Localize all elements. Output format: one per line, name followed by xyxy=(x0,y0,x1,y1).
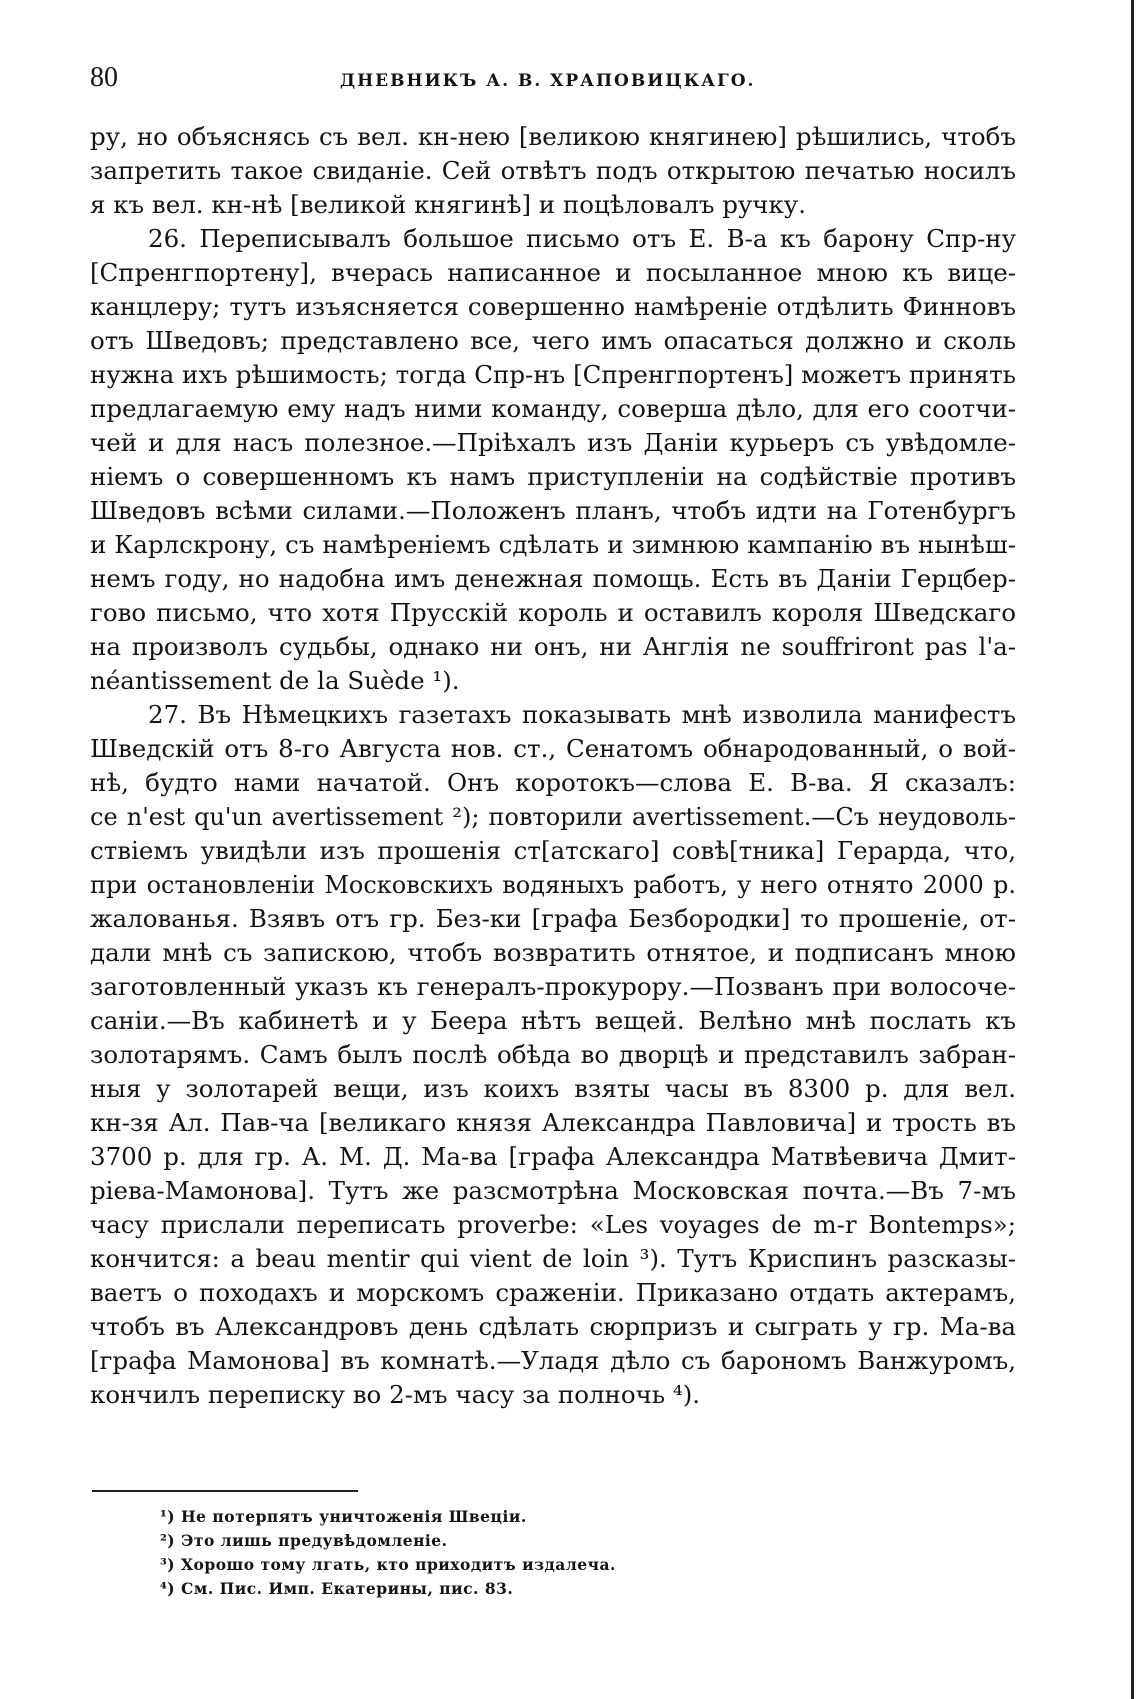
text-line: запретить такое свиданіе. Сей отвѣтъ подъ открытою печатью носилъ xyxy=(90,156,1016,185)
footnote-separator xyxy=(92,1490,358,1492)
text-line: Шведовъ всѣми силами.—Положенъ планъ, чтобъ идти на Готенбургъ xyxy=(90,496,1016,525)
footnote-2: ²) Это лишь предувѣдомленіе. xyxy=(160,1531,448,1550)
text-line: немъ году, но надобна имъ денежная помощь. Есть въ Даніи Герцбер- xyxy=(90,564,1016,593)
running-title: ДНЕВНИКЪ А. В. ХРАПОВИЦКАГО. xyxy=(340,71,756,91)
text-line: отъ Шведовъ; представлено все, чего имъ опасаться должно и сколь xyxy=(90,326,1016,355)
text-line: 3700 р. для гр. А. М. Д. Ма-ва [графа Александра Матвѣевича Дмит- xyxy=(90,1142,1016,1171)
text-line: дали мнѣ съ запискою, чтобъ возвратить отнятое, и подписанъ мною xyxy=(90,938,1016,967)
text-line: я къ вел. кн-нѣ [великой княгинѣ] и поцѣловалъ ручку. xyxy=(90,190,807,219)
text-line: саніи.—Въ кабинетѣ и у Беера нѣтъ вещей. Велѣно мнѣ послать къ xyxy=(90,1006,1016,1035)
text-line: ніемъ о совершенномъ къ намъ приступленіи на содѣйствіе противъ xyxy=(90,462,1016,491)
text-line: néantissement de la Suède ¹). xyxy=(90,666,460,695)
text-line: ваетъ о походахъ и морскомъ сраженіи. Приказано отдать актерамъ, xyxy=(90,1278,1016,1307)
text-line: кончится: a beau mentir qui vient de loin ³). Тутъ Криспинъ разсказы- xyxy=(90,1244,1016,1273)
text-line: [Спренгпортену], вчерась написанное и посыланное мною къ вице- xyxy=(90,258,1016,287)
text-line: канцлеру; тутъ изъясняется совершенно намѣреніе отдѣлить Финновъ xyxy=(90,292,1016,321)
text-line: ce n'est qu'un avertissement ²); повторили avertissement.—Съ неудоволь- xyxy=(90,803,1016,831)
entry-27-start: 27. Въ Нѣмецкихъ газетахъ показывать мнѣ изволила манифестъ xyxy=(148,700,1016,729)
footnote-3: ³) Хорошо тому лгать, кто приходитъ издалеча. xyxy=(160,1555,616,1574)
footnote-1: ¹) Не потерпятъ уничтоженія Швеціи. xyxy=(160,1507,527,1526)
page-header xyxy=(90,62,1030,102)
page-edge-rule xyxy=(1131,0,1134,1699)
text-line: часу прислали переписать proverbe: «Les voyages de m-r Bontemps»; xyxy=(90,1210,1016,1239)
text-line: жалованья. Взявъ отъ гр. Без-ки [графа Безбородки] то прошеніе, от- xyxy=(90,904,1016,933)
entry-26-start: 26. Переписывалъ большое письмо отъ Е. В-а къ барону Спр-ну xyxy=(148,224,1016,253)
text-line: гово письмо, что хотя Прусскій король и оставилъ короля Шведскаго xyxy=(90,598,1016,627)
text-line: Шведскій отъ 8-го Августа нов. ст., Сенатомъ обнародованный, о вой- xyxy=(90,734,1016,763)
text-line: ныя у золотарей вещи, изъ коихъ взяты часы въ 8300 р. для вел. xyxy=(90,1074,1016,1103)
page-number: 80 xyxy=(90,62,118,93)
text-line: и Карлскрону, съ намѣреніемъ сдѣлать и зимнюю кампанію въ нынѣш- xyxy=(90,530,1016,559)
footnote-4: ⁴) См. Пис. Имп. Екатерины, пис. 83. xyxy=(160,1579,514,1598)
text-line: заготовленный указъ къ генералъ-прокурору.—Позванъ при волосоче- xyxy=(90,972,1016,1001)
footnotes xyxy=(160,1505,860,1601)
text-line: ру, но объяснясь съ вел. кн-нею [великою княгинею] рѣшились, чтобъ xyxy=(90,122,1016,151)
text-line: предлагаемую ему надъ ними команду, соверша дѣло, для его соотчи- xyxy=(90,394,1016,423)
text-line: ствіемъ увидѣли изъ прошенія ст[атскаго] совѣ[тника] Герарда, что, xyxy=(90,836,1016,865)
text-line: нужна ихъ рѣшимость; тогда Спр-нъ [Спренгпортенъ] можетъ принять xyxy=(90,360,1016,389)
body-text xyxy=(90,120,1016,1412)
text-line: золотарямъ. Самъ былъ послѣ обѣда во дворцѣ и представилъ забран- xyxy=(90,1040,1016,1069)
text-line: кончилъ переписку во 2-мъ часу за полночь ⁴). xyxy=(90,1380,701,1409)
text-line: ріева-Мамонова]. Тутъ же разсмотрѣна Московская почта.—Въ 7-мъ xyxy=(90,1176,1016,1205)
text-line: на произволъ судьбы, однако ни онъ, ни Англія ne souffriront pas l'a- xyxy=(90,632,1016,661)
text-line: чей и для насъ полезное.—Пріѣхалъ изъ Даніи курьеръ съ увѣдомле- xyxy=(90,428,1016,457)
text-line: [графа Мамонова] въ комнатѣ.—Уладя дѣло съ барономъ Ванжуромъ, xyxy=(90,1346,1016,1375)
text-line: кн-зя Ал. Пав-ча [великаго князя Александра Павловича] и трость въ xyxy=(90,1108,1016,1137)
text-line: при остановленіи Московскихъ водяныхъ работъ, у него отнято 2000 р. xyxy=(90,871,1016,899)
text-line: чтобъ въ Александровъ день сдѣлать сюрпризъ и сыграть у гр. Ма-ва xyxy=(90,1312,1016,1341)
text-line: нѣ, будто нами начатой. Онъ коротокъ—слова Е. В-ва. Я сказалъ: xyxy=(90,768,1016,797)
